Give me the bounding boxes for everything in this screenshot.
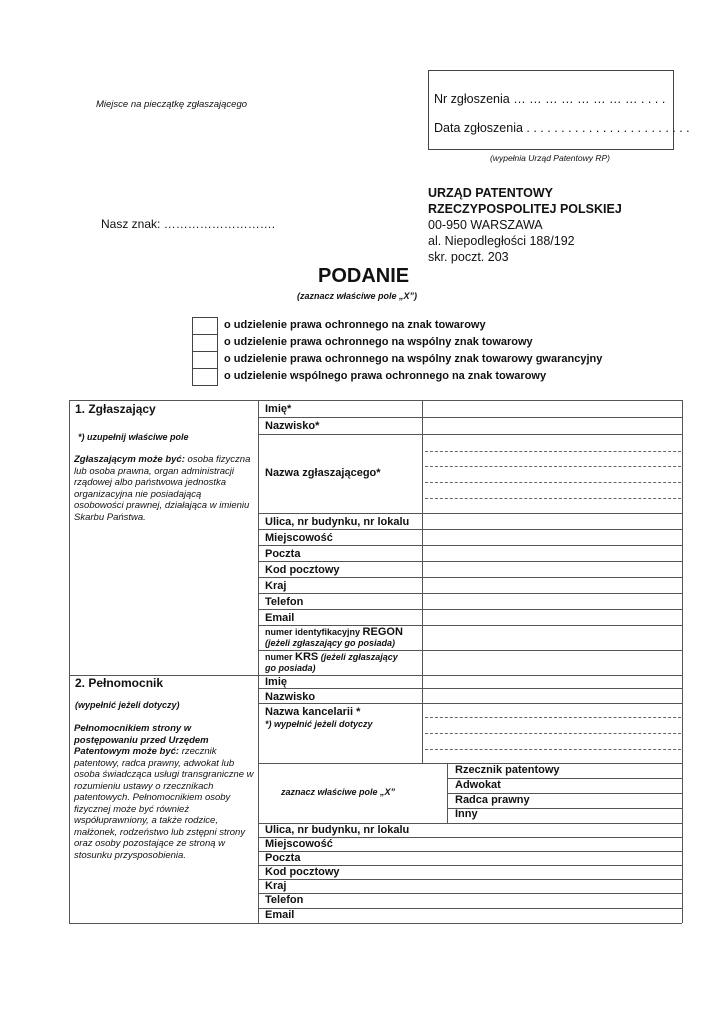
attorney-first-name-label: Imię xyxy=(265,676,288,688)
attorney-last-name-input[interactable] xyxy=(423,689,681,702)
attorney-street-input[interactable] xyxy=(423,824,681,836)
attorney-phone-input[interactable] xyxy=(423,894,681,907)
attorney-office-name-label: Nazwa kancelarii * xyxy=(265,706,361,718)
section-1-title: 1. Zgłaszający xyxy=(75,402,156,416)
option-checkbox-3[interactable] xyxy=(192,351,218,369)
option-checkbox-1[interactable] xyxy=(192,317,218,335)
applicant-post-office-input[interactable] xyxy=(423,546,681,560)
attorney-email-input[interactable] xyxy=(423,909,681,922)
office-use-note: (wypełnia Urząd Patentowy RP) xyxy=(490,153,610,163)
applicant-city-input[interactable] xyxy=(423,530,681,544)
section-1-note-text: osoba fizyczna lub osoba prawna, organ administracji rządowej albo państwowa jednostka organizacyjna nie posiadającą osobowości prawnej, działająca w imieniu Skarbu Państwa. xyxy=(74,454,251,523)
applicant-name-label: Nazwa zgłaszającego* xyxy=(265,467,381,479)
applicant-krs-input[interactable] xyxy=(423,651,681,674)
applicant-country-label: Kraj xyxy=(265,580,287,592)
attorney-post-office-label: Poczta xyxy=(265,852,301,864)
applicant-regon-input[interactable] xyxy=(423,626,681,649)
attorney-email-label: Email xyxy=(265,909,295,921)
applicant-postal-code-input[interactable] xyxy=(423,562,681,576)
attorney-postal-code-label: Kod pocztowy xyxy=(265,866,340,878)
krs-label-d: go posiada) xyxy=(265,662,316,673)
attorney-type-checkbox-3[interactable] xyxy=(423,794,446,807)
attorney-type-label-2: Adwokat xyxy=(455,779,501,791)
attorney-office-name-input[interactable] xyxy=(423,704,681,762)
attorney-street-label: Ulica, nr budynku, nr lokalu xyxy=(265,824,410,836)
form-title: PODANIE xyxy=(318,265,410,287)
krs-label-b: KRS xyxy=(295,651,319,663)
form-subtitle: (zaznacz właściwe pole „X”) xyxy=(297,291,418,301)
applicant-first-name-input[interactable] xyxy=(423,401,681,416)
attorney-postal-code-input[interactable] xyxy=(423,866,681,878)
section-1-note-bold: Zgłaszającym może być: xyxy=(74,454,185,465)
section-1-hint: *) uzupełnij właściwe pole xyxy=(78,432,189,442)
applicant-last-name-input[interactable] xyxy=(423,418,681,433)
attorney-type-label-3: Radca prawny xyxy=(455,794,530,806)
applicant-krs-label xyxy=(265,652,398,673)
applicant-city-label: Miejscowość xyxy=(265,532,333,544)
stamp-place-label: Miejsce na pieczątkę zgłaszającego xyxy=(96,99,248,110)
authority-line-4: al. Niepodległości 188/192 xyxy=(428,234,575,248)
attorney-post-office-input[interactable] xyxy=(423,852,681,864)
section-1-note xyxy=(74,454,252,523)
applicant-email-label: Email xyxy=(265,612,295,624)
authority-line-1: URZĄD PATENTOWY xyxy=(428,186,553,200)
option-label-2: o udzielenie prawa ochronnego na wspólny znak towarowy xyxy=(224,336,533,348)
attorney-type-checkbox-1[interactable] xyxy=(423,764,446,777)
krs-label-a: numer xyxy=(265,652,296,662)
attorney-country-label: Kraj xyxy=(265,880,287,892)
section-2-hint: (wypełnić jeżeli dotyczy) xyxy=(75,700,180,710)
option-label-4: o udzielenie wspólnego prawa ochronnego na znak towarowy xyxy=(224,370,547,382)
applicant-country-input[interactable] xyxy=(423,578,681,592)
applicant-regon-label xyxy=(265,627,403,648)
authority-line-5: skr. poczt. 203 xyxy=(428,250,509,264)
option-checkbox-4[interactable] xyxy=(192,368,218,386)
applicant-street-input[interactable] xyxy=(423,514,681,528)
patent-office-address xyxy=(428,185,622,265)
application-date-field[interactable]: Data zgłoszenia . . . . . . . . . . . . . . . . . . . . . . . . xyxy=(434,121,690,135)
attorney-type-checkbox-2[interactable] xyxy=(423,779,446,792)
attorney-type-checkbox-4[interactable] xyxy=(423,809,446,822)
application-number-field[interactable]: Nr zgłoszenia … … … … … … … … . . . . xyxy=(434,92,666,106)
applicant-email-input[interactable] xyxy=(423,610,681,624)
section-2-note xyxy=(74,723,254,861)
authority-line-2: RZECZYPOSPOLITEJ POLSKIEJ xyxy=(428,202,622,216)
applicant-postal-code-label: Kod pocztowy xyxy=(265,564,340,576)
attorney-city-label: Miejscowość xyxy=(265,838,333,850)
section-2-note-text-2: . Pełnomocnikiem osoby fizycznej może być również współuprawniony, a także rodzice, małżonek, rodzeństwo lub zstępni strony oraz osoby pozostające ze stroną w stosunku przysposobienia. xyxy=(74,792,246,861)
section-2-title: 2. Pełnomocnik xyxy=(75,676,164,690)
regon-label-c: (jeżeli zgłaszający go posiada) xyxy=(265,637,396,648)
applicant-last-name-label: Nazwisko* xyxy=(265,420,320,432)
applicant-street-label: Ulica, nr budynku, nr lokalu xyxy=(265,516,410,528)
our-reference: Nasz znak: ………………………. xyxy=(101,217,276,231)
authority-line-3: 00-950 WARSZAWA xyxy=(428,218,543,232)
option-label-1: o udzielenie prawa ochronnego na znak towarowy xyxy=(224,319,486,331)
attorney-type-label-1: Rzecznik patentowy xyxy=(455,764,560,776)
office-use-box xyxy=(428,70,690,150)
attorney-city-input[interactable] xyxy=(423,838,681,850)
attorney-last-name-label: Nazwisko xyxy=(265,691,316,703)
applicant-phone-label: Telefon xyxy=(265,596,304,608)
attorney-country-input[interactable] xyxy=(423,880,681,892)
attorney-office-hint: *) wypełnić jeżeli dotyczy xyxy=(265,719,373,729)
attorney-phone-label: Telefon xyxy=(265,894,304,906)
attorney-type-hint: zaznacz właściwe pole „X” xyxy=(281,787,396,797)
applicant-post-office-label: Poczta xyxy=(265,548,301,560)
regon-label-a: numer identyfikacyjny xyxy=(265,627,363,637)
option-label-3: o udzielenie prawa ochronnego na wspólny znak towarowy gwarancyjny xyxy=(224,353,603,365)
applicant-first-name-label: Imię* xyxy=(265,403,292,415)
attorney-type-label-4: Inny xyxy=(455,808,478,820)
applicant-name-input[interactable] xyxy=(423,435,681,512)
regon-label-b: REGON xyxy=(362,626,403,638)
krs-label-c: (jeżeli zgłaszający xyxy=(318,652,398,662)
attorney-first-name-input[interactable] xyxy=(423,676,681,687)
section-2-note-bold: Pełnomocnikiem strony w postępowaniu przed Urzędem Patentowym może być: xyxy=(74,723,209,757)
section-2-note-text-1: rzecznik patentowy, radca prawny, adwokat lub osoba świadcząca usługi transgraniczne w rozumieniu ustawy o rzecznikach patentowych xyxy=(74,746,254,803)
option-checkbox-2[interactable] xyxy=(192,334,218,352)
applicant-phone-input[interactable] xyxy=(423,594,681,608)
